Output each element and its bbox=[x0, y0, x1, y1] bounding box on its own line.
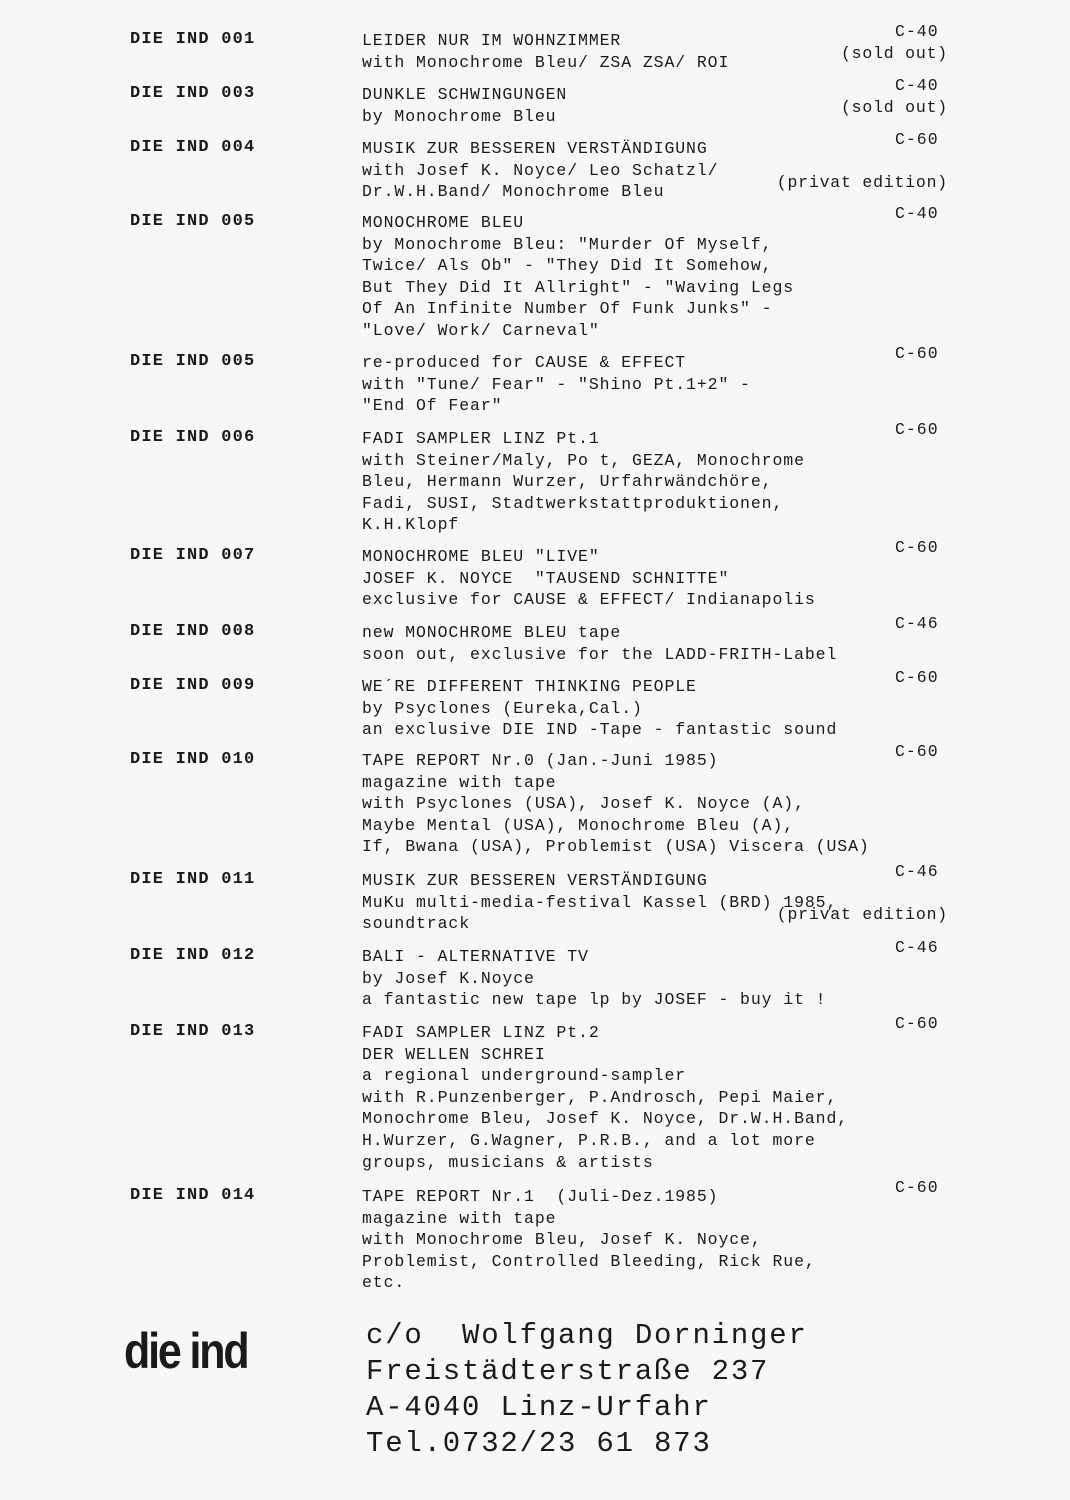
catalog-description bbox=[362, 212, 962, 342]
description-line: "End Of Fear" bbox=[362, 396, 503, 416]
catalog-description bbox=[362, 750, 962, 858]
address-line: Tel.0732/23 61 873 bbox=[366, 1427, 712, 1460]
tape-format: C-46 bbox=[895, 938, 939, 957]
description-line: H.Wurzer, G.Wagner, P.R.B., and a lot more bbox=[362, 1130, 816, 1150]
catalog-description bbox=[362, 946, 962, 1011]
tape-format: C-40 bbox=[895, 204, 939, 223]
availability-note: (sold out) bbox=[840, 97, 948, 117]
availability-note: (privat edition) bbox=[776, 905, 948, 925]
address-line: c/o Wolfgang Dorninger bbox=[366, 1319, 808, 1352]
description-line: MuKu multi-media-festival Kassel (BRD) 1985, bbox=[362, 892, 838, 912]
tape-format: C-46 bbox=[895, 862, 939, 881]
description-line: with R.Punzenberger, P.Androsch, Pepi Maier, bbox=[362, 1087, 838, 1107]
description-line: soon out, exclusive for the LADD-FRITH-Label bbox=[362, 644, 838, 664]
catalog-code: DIE IND 005 bbox=[130, 212, 256, 231]
description-line: JOSEF K. NOYCE "TAUSEND SCHNITTE" bbox=[362, 568, 730, 588]
catalog-code: DIE IND 011 bbox=[130, 870, 256, 889]
tape-format: C-40 bbox=[895, 22, 939, 41]
description-line: Problemist, Controlled Bleeding, Rick Rue, bbox=[362, 1251, 816, 1271]
description-line: with Steiner/Maly, Po t, GEZA, Monochrome bbox=[362, 450, 805, 470]
catalog-code: DIE IND 009 bbox=[130, 676, 256, 695]
tape-format: C-46 bbox=[895, 614, 939, 633]
description-line: an exclusive DIE IND -Tape - fantastic sound bbox=[362, 720, 838, 740]
description-line: Twice/ Als Ob" - "They Did It Somehow, bbox=[362, 256, 773, 276]
catalog-code: DIE IND 014 bbox=[130, 1186, 256, 1205]
description-line: groups, musicians & artists bbox=[362, 1152, 654, 1172]
availability-note: (privat edition) bbox=[776, 173, 948, 193]
description-line: TAPE REPORT Nr.0 (Jan.-Juni 1985) bbox=[362, 751, 719, 770]
description-line: magazine with tape bbox=[362, 1208, 557, 1228]
address-line: Freistädterstraße 237 bbox=[366, 1355, 770, 1388]
catalog-code: DIE IND 004 bbox=[130, 138, 256, 157]
description-line: by Josef K.Noyce bbox=[362, 968, 535, 988]
catalog-code: DIE IND 005 bbox=[130, 352, 256, 371]
description-line: FADI SAMPLER LINZ Pt.2 bbox=[362, 1023, 600, 1042]
description-line: TAPE REPORT Nr.1 (Juli-Dez.1985) bbox=[362, 1187, 719, 1206]
tape-format: C-60 bbox=[895, 742, 939, 761]
catalog-code: DIE IND 012 bbox=[130, 946, 256, 965]
description-line: Bleu, Hermann Wurzer, Urfahrwändchöre, bbox=[362, 472, 773, 492]
catalog-description bbox=[362, 1022, 962, 1173]
description-line: Dr.W.H.Band/ Monochrome Bleu bbox=[362, 182, 665, 202]
catalog-description bbox=[362, 1186, 962, 1294]
tape-format: C-60 bbox=[895, 1178, 939, 1197]
description-line: Of An Infinite Number Of Funk Junks" - bbox=[362, 299, 773, 319]
description-line: with Josef K. Noyce/ Leo Schatzl/ bbox=[362, 160, 719, 180]
contact-address bbox=[366, 1318, 808, 1462]
catalog-description bbox=[362, 546, 962, 611]
description-line: "Love/ Work/ Carneval" bbox=[362, 320, 600, 340]
tape-format: C-60 bbox=[895, 1014, 939, 1033]
description-line: MUSIK ZUR BESSEREN VERSTÄNDIGUNG bbox=[362, 139, 708, 158]
catalog-description bbox=[362, 138, 962, 203]
description-line: Monochrome Bleu, Josef K. Noyce, Dr.W.H.Band, bbox=[362, 1109, 849, 1129]
description-line: MONOCHROME BLEU bbox=[362, 213, 525, 232]
catalog-description bbox=[362, 870, 962, 935]
label-logo: die ind bbox=[124, 1323, 248, 1379]
catalog-description bbox=[362, 428, 962, 536]
description-line: magazine with tape bbox=[362, 772, 557, 792]
catalog-description bbox=[362, 622, 962, 665]
description-line: MONOCHROME BLEU "LIVE" bbox=[362, 547, 600, 566]
description-line: by Monochrome Bleu bbox=[362, 106, 557, 126]
description-line: a regional underground-sampler bbox=[362, 1066, 687, 1086]
description-line: DUNKLE SCHWINGUNGEN bbox=[362, 85, 568, 104]
description-line: FADI SAMPLER LINZ Pt.1 bbox=[362, 429, 600, 448]
catalog-code: DIE IND 003 bbox=[130, 84, 256, 103]
description-line: with Psyclones (USA), Josef K. Noyce (A), bbox=[362, 794, 805, 814]
tape-format: C-60 bbox=[895, 420, 939, 439]
availability-note: (sold out) bbox=[840, 43, 948, 63]
catalog-code: DIE IND 001 bbox=[130, 30, 256, 49]
description-line: MUSIK ZUR BESSEREN VERSTÄNDIGUNG bbox=[362, 871, 708, 890]
description-line: with Monochrome Bleu, Josef K. Noyce, bbox=[362, 1230, 762, 1250]
description-line: LEIDER NUR IM WOHNZIMMER bbox=[362, 31, 622, 50]
tape-format: C-60 bbox=[895, 130, 939, 149]
description-line: by Psyclones (Eureka,Cal.) bbox=[362, 698, 643, 718]
description-line: with "Tune/ Fear" - "Shino Pt.1+2" - bbox=[362, 374, 751, 394]
catalog-code: DIE IND 006 bbox=[130, 428, 256, 447]
description-line: re-produced for CAUSE & EFFECT bbox=[362, 353, 687, 372]
description-line: new MONOCHROME BLEU tape bbox=[362, 623, 622, 642]
catalog-description bbox=[362, 676, 962, 741]
catalog-code: DIE IND 008 bbox=[130, 622, 256, 641]
tape-format: C-60 bbox=[895, 538, 939, 557]
catalog-description bbox=[362, 352, 962, 417]
description-line: soundtrack bbox=[362, 914, 471, 934]
description-line: DER WELLEN SCHREI bbox=[362, 1044, 546, 1064]
tape-format: C-60 bbox=[895, 344, 939, 363]
description-line: Maybe Mental (USA), Monochrome Bleu (A), bbox=[362, 815, 795, 835]
description-line: by Monochrome Bleu: "Murder Of Myself, bbox=[362, 234, 773, 254]
tape-format: C-40 bbox=[895, 76, 939, 95]
description-line: But They Did It Allright" - "Waving Legs bbox=[362, 277, 795, 297]
catalog-code: DIE IND 013 bbox=[130, 1022, 256, 1041]
description-line: BALI - ALTERNATIVE TV bbox=[362, 947, 589, 966]
description-line: with Monochrome Bleu/ ZSA ZSA/ ROI bbox=[362, 52, 730, 72]
catalog-code: DIE IND 010 bbox=[130, 750, 256, 769]
description-line: WE´RE DIFFERENT THINKING PEOPLE bbox=[362, 677, 697, 696]
description-line: exclusive for CAUSE & EFFECT/ Indianapolis bbox=[362, 590, 816, 610]
description-line: a fantastic new tape lp by JOSEF - buy it ! bbox=[362, 990, 827, 1010]
description-line: Fadi, SUSI, Stadtwerkstattproduktionen, bbox=[362, 493, 784, 513]
description-line: etc. bbox=[362, 1273, 406, 1293]
address-line: A-4040 Linz-Urfahr bbox=[366, 1391, 712, 1424]
catalog-code: DIE IND 007 bbox=[130, 546, 256, 565]
description-line: K.H.Klopf bbox=[362, 515, 460, 535]
description-line: If, Bwana (USA), Problemist (USA) Viscera (USA) bbox=[362, 837, 870, 857]
tape-format: C-60 bbox=[895, 668, 939, 687]
